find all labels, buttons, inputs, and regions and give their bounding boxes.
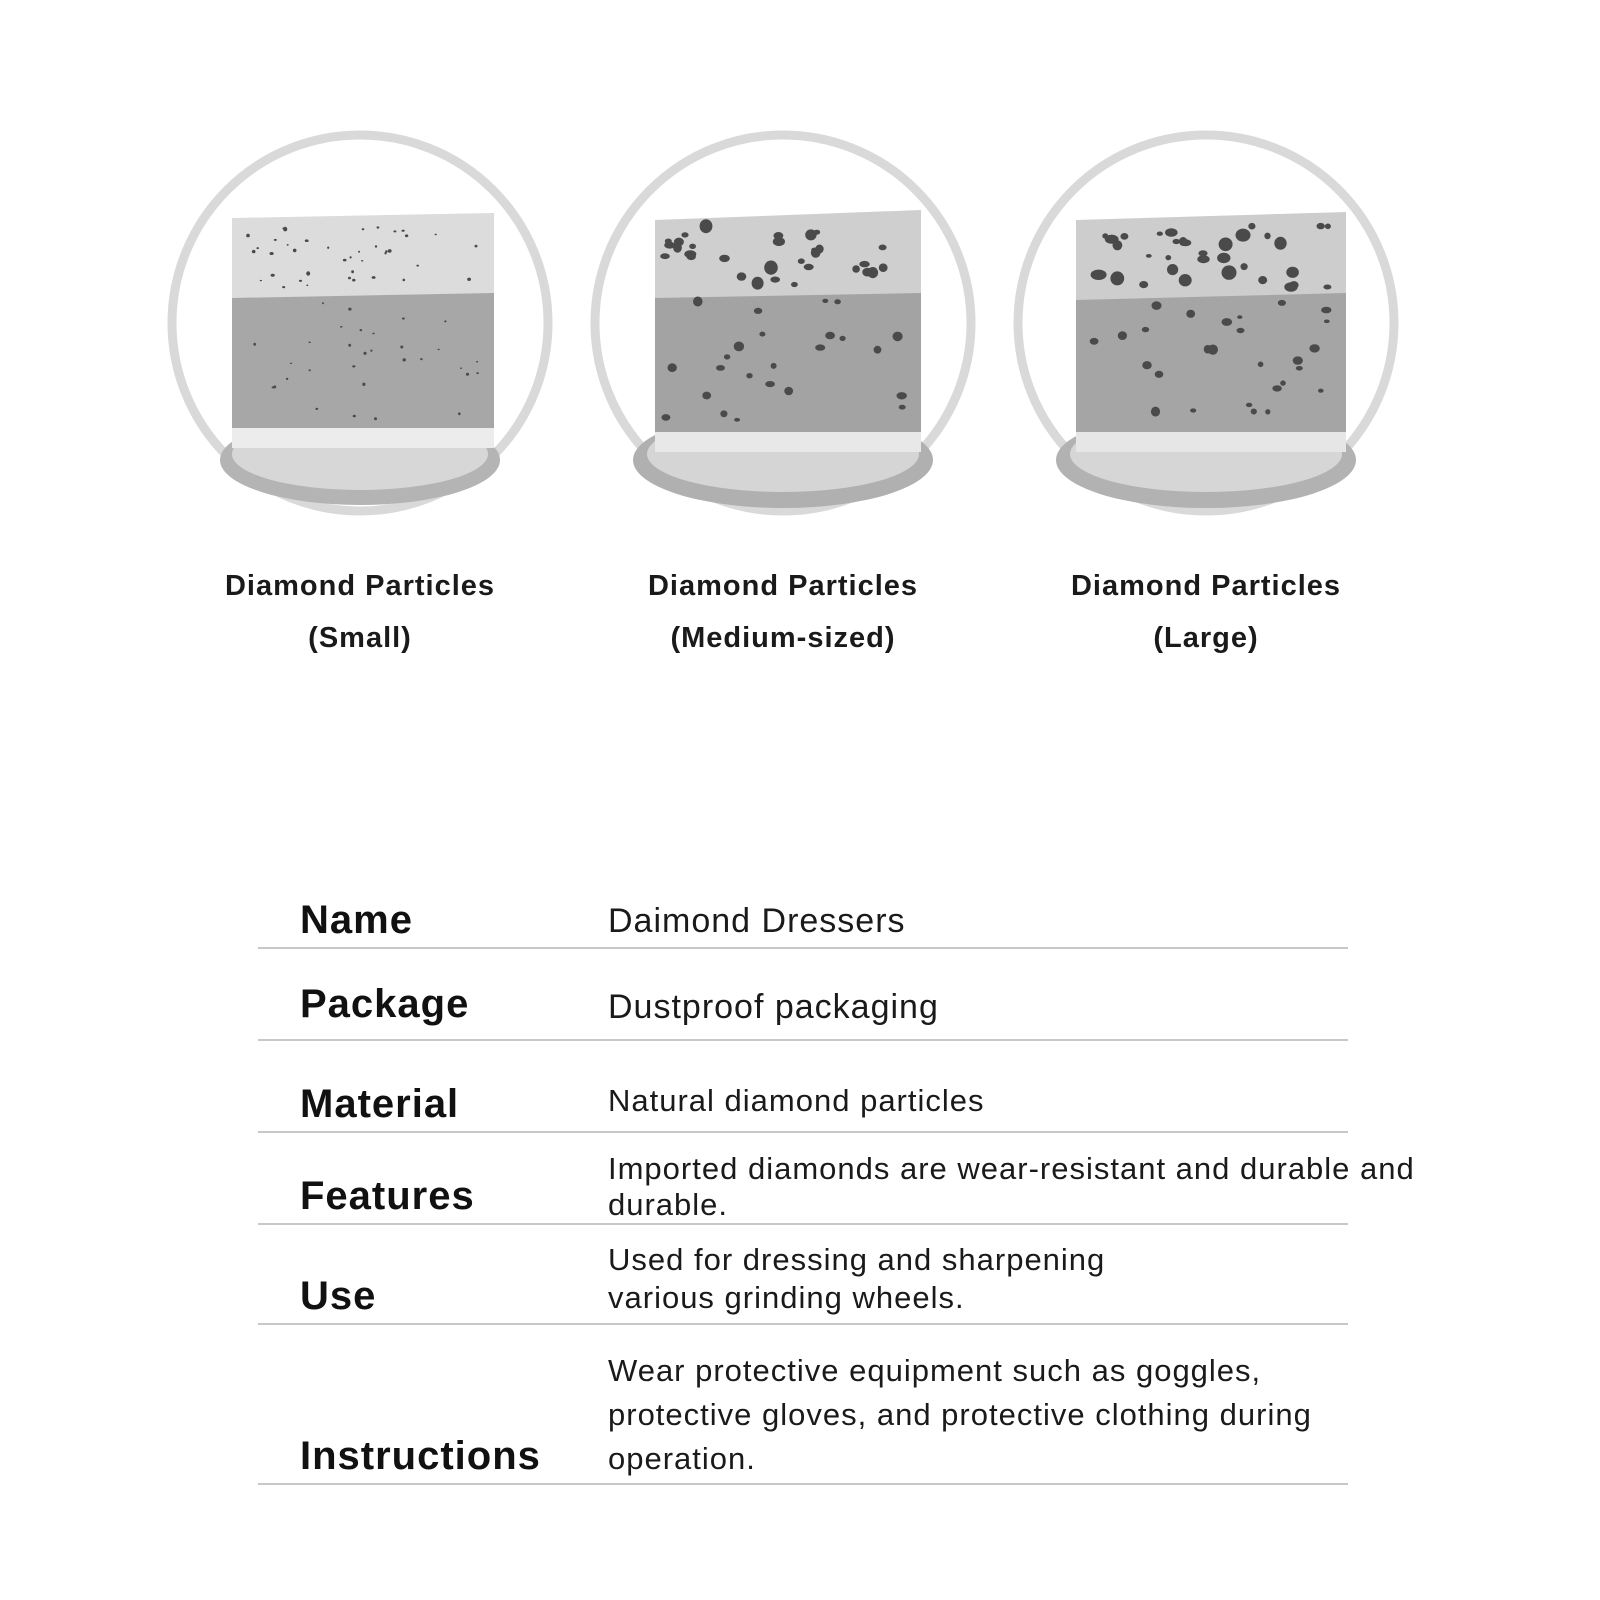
diamond-particle	[361, 260, 363, 262]
diamond-particle	[403, 358, 406, 361]
diamond-particle	[260, 280, 262, 281]
diamond-particle	[460, 368, 462, 369]
diamond-particle	[734, 418, 740, 422]
dresser-small-image	[150, 128, 570, 548]
diamond-particle	[719, 255, 730, 262]
diamond-particle	[1265, 409, 1270, 414]
diamond-particle	[693, 297, 703, 307]
diamond-particle	[1091, 270, 1107, 280]
diamond-particle	[476, 361, 478, 363]
diamond-particle	[1248, 223, 1255, 230]
spec-value: Natural diamond particles	[608, 1083, 985, 1118]
diamond-particle	[1120, 233, 1128, 240]
diamond-particle	[737, 272, 747, 280]
spec-row-use	[258, 1225, 1348, 1325]
diamond-particle	[874, 346, 882, 354]
diamond-particle	[306, 285, 308, 287]
diamond-particle	[372, 276, 376, 279]
diamond-particle	[286, 378, 288, 380]
spec-key: Use	[300, 1274, 377, 1318]
diamond-particle	[252, 250, 256, 253]
diamond-particle	[1165, 255, 1171, 260]
diamond-particle	[305, 239, 309, 242]
diamond-particle	[467, 278, 471, 281]
diamond-particle	[1173, 239, 1181, 244]
diamond-particle	[362, 383, 365, 386]
diamond-particle	[384, 252, 386, 254]
diamond-particle	[804, 264, 814, 270]
diamond-particle	[416, 265, 419, 267]
diamond-particle	[1264, 233, 1270, 240]
dresser-large-image	[996, 128, 1416, 548]
diamond-particle	[720, 410, 727, 417]
diamond-particle	[363, 352, 366, 355]
diamond-particle	[834, 299, 841, 304]
diamond-particle	[852, 265, 860, 272]
diamond-particle	[476, 372, 478, 374]
diamond-particle	[1237, 328, 1245, 333]
diamond-particle	[798, 258, 805, 264]
diamond-particle	[370, 350, 372, 352]
diamond-particle	[674, 238, 684, 247]
diamond-particle	[899, 405, 906, 410]
diamond-particle	[840, 336, 846, 341]
diamond-particle	[1258, 276, 1267, 284]
diamond-particle	[716, 365, 725, 371]
diamond-particle	[1222, 318, 1233, 326]
diamond-particle	[893, 332, 903, 342]
diamond-particle	[1110, 271, 1124, 285]
variant-caption	[996, 560, 1416, 664]
diamond-particle	[1236, 229, 1251, 242]
diamond-particle	[746, 373, 752, 378]
diamond-particle	[360, 329, 363, 331]
diamond-particle	[350, 256, 352, 258]
caption-size: (Medium-sized)	[670, 622, 896, 654]
spec-row-name	[258, 898, 1348, 949]
diamond-particle	[1186, 310, 1195, 318]
spec-key: Name	[300, 898, 413, 942]
diamond-particle	[435, 234, 437, 235]
diamond-particle	[315, 408, 318, 410]
diamond-particle	[700, 219, 713, 233]
diamond-particle	[1309, 344, 1319, 352]
diamond-particle	[1274, 237, 1286, 250]
diamond-particle	[811, 248, 821, 258]
spec-value: Dustproof packaging	[608, 988, 939, 1026]
diamond-particle	[403, 279, 406, 282]
diamond-particle	[1293, 356, 1303, 364]
diamond-particle	[752, 277, 764, 290]
diamond-particle	[393, 230, 396, 232]
diamond-particle	[270, 252, 274, 255]
diamond-particle	[1165, 228, 1178, 237]
diamond-particle	[1090, 338, 1099, 345]
diamond-particle	[348, 277, 351, 280]
diamond-particle	[1152, 301, 1162, 310]
diamond-particle	[466, 373, 469, 376]
diamond-particle	[1139, 281, 1148, 288]
diamond-particle	[1317, 223, 1325, 229]
diamond-particle	[283, 227, 287, 232]
diamond-particle	[1237, 315, 1242, 319]
diamond-particle	[299, 280, 302, 282]
diamond-particle	[661, 414, 670, 421]
diamond-particle	[308, 342, 310, 344]
dresser-medium-image	[573, 128, 993, 548]
variant-caption	[150, 560, 570, 664]
diamond-particle	[1217, 253, 1230, 263]
diamond-particle	[754, 308, 762, 314]
spec-row-package	[258, 949, 1348, 1041]
diamond-particle	[374, 417, 377, 420]
variant-small	[150, 128, 570, 688]
diamond-particle	[684, 250, 696, 258]
diamond-particle	[1179, 274, 1192, 286]
diamond-particle	[271, 274, 275, 277]
diamond-particle	[287, 244, 289, 246]
diamond-particle	[348, 344, 351, 347]
diamond-particle	[309, 369, 311, 371]
diamond-particle	[1278, 300, 1286, 306]
diamond-particle	[1246, 403, 1252, 407]
caption-size: (Small)	[308, 622, 412, 654]
diamond-particle	[1258, 362, 1264, 368]
caption-title: Diamond Particles	[224, 570, 496, 602]
diamond-particle	[1155, 371, 1164, 378]
diamond-particle	[377, 226, 380, 228]
diamond-particle	[1286, 267, 1299, 278]
diamond-particle	[822, 299, 828, 303]
diamond-particle	[256, 247, 259, 249]
diamond-particle	[1289, 281, 1298, 289]
spec-key: Material	[300, 1082, 460, 1126]
diamond-particle	[327, 247, 329, 249]
diamond-particle	[402, 318, 405, 320]
diamond-particle	[1222, 265, 1237, 279]
diamond-particle	[253, 343, 256, 346]
diamond-particle	[665, 239, 672, 244]
caption-title: Diamond Particles	[1070, 570, 1342, 602]
diamond-particle	[660, 253, 670, 259]
diamond-particle	[475, 245, 478, 248]
diamond-particle	[805, 229, 816, 240]
diamond-particle	[773, 237, 785, 246]
diamond-particle	[438, 349, 440, 350]
diamond-particle	[293, 249, 297, 253]
diamond-particle	[689, 244, 696, 249]
diamond-particle	[784, 387, 793, 396]
diamond-particle	[1190, 408, 1196, 412]
diamond-particle	[1142, 327, 1149, 332]
diamond-particle	[1146, 254, 1152, 258]
diamond-particle	[702, 392, 711, 400]
diamond-particle	[668, 363, 677, 372]
diamond-particle	[388, 249, 392, 253]
diamond-particle	[1197, 255, 1209, 263]
diamond-particle	[1118, 331, 1127, 340]
spec-value: Daimond Dressers	[608, 902, 906, 940]
variant-large	[996, 128, 1416, 688]
variant-caption	[573, 560, 993, 664]
diamond-particle	[444, 320, 446, 322]
diamond-particle	[1180, 239, 1192, 246]
diamond-particle	[764, 261, 778, 275]
diamond-particle	[246, 234, 250, 238]
diamond-particle	[420, 358, 422, 360]
diamond-particle	[859, 261, 869, 267]
diamond-particle	[815, 344, 825, 350]
diamond-particle	[340, 326, 343, 328]
diamond-particle	[282, 286, 285, 288]
diamond-particle	[343, 259, 347, 262]
diamond-particle	[1321, 307, 1331, 314]
diamond-particle	[791, 282, 798, 287]
diamond-particle	[1113, 240, 1123, 250]
diamond-particle	[825, 332, 835, 340]
spec-value: Wear protective equipment such as goggles, protective gloves, and protective clothing during operation.	[608, 1353, 1312, 1476]
diamond-particle	[897, 392, 907, 399]
spec-key: Features	[300, 1174, 475, 1218]
variant-medium	[573, 128, 993, 688]
diamond-particle	[362, 228, 365, 230]
diamond-particle	[1142, 361, 1151, 369]
diamond-particle	[306, 271, 310, 275]
diamond-particle	[765, 381, 775, 387]
diamond-particle	[1167, 264, 1178, 275]
diamond-particle	[734, 342, 744, 352]
spec-row-features	[258, 1133, 1415, 1225]
diamond-particle	[322, 302, 324, 304]
diamond-particle	[352, 365, 355, 367]
diamond-particle	[1323, 285, 1331, 290]
diamond-particle	[771, 363, 777, 369]
diamond-particle	[273, 385, 276, 388]
diamond-particle	[1296, 366, 1303, 371]
diamond-particle	[1219, 238, 1233, 252]
diamond-particle	[868, 267, 879, 278]
spec-value: Imported diamonds are wear-resistant and durable and durable.	[608, 1151, 1415, 1222]
diamond-particle	[879, 263, 888, 272]
diamond-particle	[458, 412, 461, 415]
diamond-particle	[1324, 320, 1330, 324]
caption-title: Diamond Particles	[647, 570, 919, 602]
diamond-particle	[372, 333, 374, 335]
diamond-particle	[375, 245, 377, 247]
diamond-particle	[282, 228, 284, 229]
diamond-particle	[405, 234, 408, 237]
divider	[258, 1483, 1348, 1485]
spec-key: Package	[300, 982, 470, 1026]
diamond-particle	[1318, 389, 1324, 393]
diamond-particle	[402, 230, 405, 232]
diamond-particle	[1325, 224, 1331, 230]
spec-row-material	[258, 1041, 1348, 1133]
spec-row-instructions	[258, 1325, 1348, 1485]
diamond-particle	[351, 270, 354, 273]
diamond-particle	[1151, 407, 1160, 417]
spec-value: Used for dressing and sharpening various grinding wheels.	[608, 1242, 1106, 1315]
diamond-particle	[1251, 409, 1257, 415]
diamond-particle	[681, 232, 688, 237]
diamond-particle	[759, 332, 765, 337]
diamond-particle	[724, 354, 730, 359]
diamond-particle	[1280, 380, 1286, 385]
diamond-particle	[348, 308, 351, 311]
diamond-particle	[1157, 232, 1163, 236]
diamond-particle	[1204, 345, 1212, 354]
spec-key: Instructions	[300, 1434, 541, 1478]
diamond-particle	[274, 239, 277, 241]
diamond-particle	[770, 277, 780, 283]
diamond-particle	[879, 245, 887, 251]
diamond-particle	[352, 279, 355, 282]
diamond-particle	[400, 346, 403, 349]
diamond-particle	[1272, 385, 1282, 391]
diamond-particle	[358, 251, 360, 253]
diamond-particle	[1241, 263, 1248, 270]
caption-size: (Large)	[1153, 622, 1259, 654]
diamond-particle	[353, 415, 356, 418]
diamond-particle	[290, 363, 292, 364]
